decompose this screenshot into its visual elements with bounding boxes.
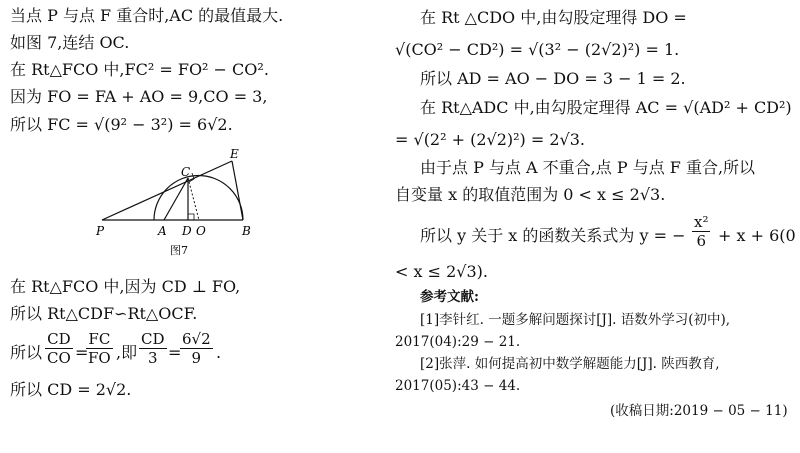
fraction-6root2-9 <box>180 330 213 367</box>
text-line: 因为 FO = FA + AO = 9,CO = 3, <box>10 87 268 106</box>
fraction-denominator: 9 <box>191 349 202 367</box>
text-line: < x ≤ 2√3). <box>395 262 488 281</box>
label-E: E <box>230 147 239 161</box>
fraction-numerator: CD <box>141 330 165 348</box>
text-line: 由于点 P 与点 A 不重合,点 P 与点 F 重合,所以 <box>420 158 756 177</box>
reference-item: 2017(04):29 − 21. <box>395 334 521 350</box>
text-prefix: 所以 y 关于 x 的函数关系式为 y = − <box>420 226 686 245</box>
text-line: 所以 FC = √(9² − 3²) = 6√2. <box>10 115 233 134</box>
text-line: = √(2² + (2√2)²) = 2√3. <box>395 130 586 149</box>
label-D: D <box>182 224 192 238</box>
text-prefix: 所以 <box>10 343 43 362</box>
label-P: P <box>96 224 105 238</box>
text-suffix: + x + 6(0 <box>718 226 796 245</box>
references-title: 参考文献: <box>420 289 479 305</box>
text-line: 自变量 x 的取值范围为 0 < x ≤ 2√3. <box>395 185 666 204</box>
fraction-denominator: FO <box>88 349 111 367</box>
text-line: 在 Rt△FCO 中,FC² = FO² − CO². <box>10 60 269 79</box>
text-line: √(CO² − CD²) = √(3² − (2√2)²) = 1. <box>395 40 680 59</box>
text-line: 如图 7,连结 OC. <box>10 33 130 52</box>
equals-sign: = <box>168 343 182 362</box>
geometry-figure <box>90 146 290 261</box>
fraction-cd-co <box>45 330 73 367</box>
reference-item: 2017(05):43 − 44. <box>395 378 521 394</box>
line-EB <box>232 161 243 220</box>
fraction-cd-3 <box>139 330 167 367</box>
text-line: 在 Rt △CDO 中,由勾股定理得 DO = <box>420 8 687 27</box>
text-line: 在 Rt△ADC 中,由勾股定理得 AC = √(AD² + CD²) <box>420 98 792 117</box>
label-O: O <box>196 224 206 238</box>
fraction-numerator: CD <box>45 330 73 349</box>
text-mid: ,即 <box>116 343 138 362</box>
text-line: 所以 AD = AO − DO = 3 − 1 = 2. <box>420 69 686 88</box>
fraction-numerator: 6√2 <box>182 330 211 348</box>
line-CA <box>164 178 188 220</box>
text-line: 所以 Rt△CDF∽Rt△OCF. <box>10 304 198 323</box>
figure-caption: 图7 <box>170 244 188 257</box>
fraction-fc-fo <box>86 330 113 367</box>
label-A: A <box>158 224 167 238</box>
right-angle-mark-D <box>188 214 194 220</box>
reference-item: [1]李针红. 一题多解问题探讨[J]. 语数外学习(初中), <box>420 312 731 328</box>
text-line: 当点 P 与点 F 重合时,AC 的最值最大. <box>10 6 284 25</box>
fraction-numerator: FC <box>86 330 113 349</box>
reference-item: [2]张萍. 如何提高初中数学解题能力[J]. 陕西教育, <box>420 356 720 372</box>
line-PE <box>102 161 232 220</box>
equals-sign: = <box>75 343 89 362</box>
text-line: 所以 CD = 2√2. <box>10 380 132 399</box>
label-B: B <box>242 224 251 238</box>
received-date: (收稿日期:2019 − 05 − 11) <box>610 403 788 419</box>
text-line: 在 Rt△FCO 中,因为 CD ⊥ FO, <box>10 277 241 296</box>
fraction-denominator: 6 <box>696 232 707 250</box>
fraction-denominator: 3 <box>147 349 158 367</box>
period: . <box>216 343 222 362</box>
fraction-x2-6 <box>692 213 710 250</box>
label-C: C <box>181 165 191 179</box>
fraction-denominator: CO <box>47 349 71 367</box>
fraction-numerator: x² <box>694 213 709 231</box>
